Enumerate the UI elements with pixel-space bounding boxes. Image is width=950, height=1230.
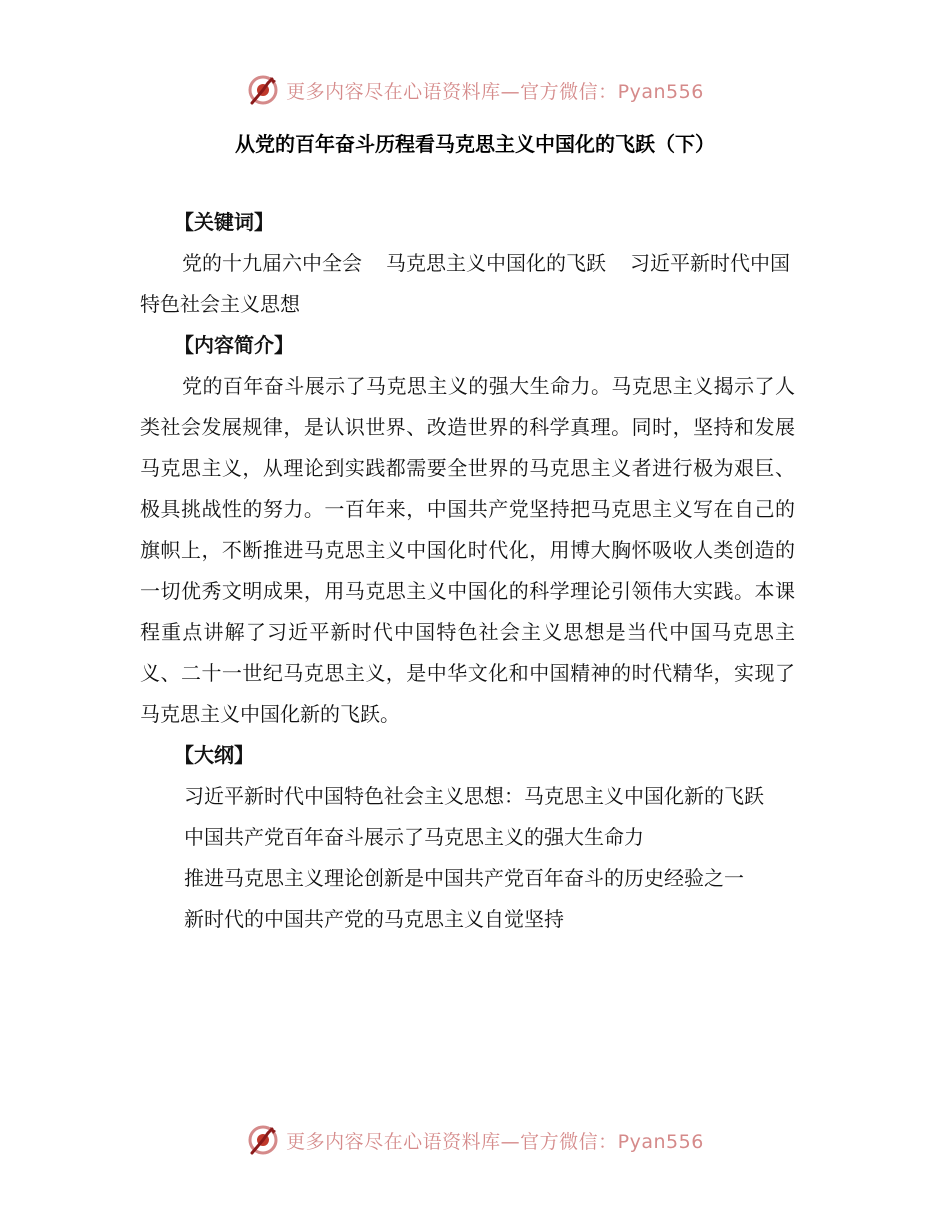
- summary-paragraph: 党的百年奋斗展示了马克思主义的强大生命力。马克思主义揭示了人类社会发展规律，是认识世界、改造世界的科学真理。同时，坚持和发展马克思主义，从理论到实践都需要全世界的马克思主义者进行极为艰巨、极具挑战性的努力。一百年来，中国共产党坚持把马克思主义写在自己的旗帜上，不断推进马克思主义中国化时代化，用博大胸怀吸收人类创造的一切优秀文明成果，用马克思主义中国化的科学理论引领伟大实践。本课程重点讲解了习近平新时代中国特色社会主义思想是当代中国马克思主义、二十一世纪马克思主义，是中华文化和中国精神的时代精华，实现了马克思主义中国化新的飞跃。: [140, 374, 795, 726]
- keywords-heading: 【关键词】: [174, 210, 274, 234]
- document-body: [140, 202, 795, 940]
- document-title: 从党的百年奋斗历程看马克思主义中国化的飞跃（下）: [235, 132, 715, 156]
- watermark-text: 更多内容尽在心语资料库—官方微信：Pyan556: [286, 1130, 704, 1153]
- outline-item: 习近平新时代中国特色社会主义思想：马克思主义中国化新的飞跃: [184, 784, 764, 808]
- outline-heading: 【大纲】: [174, 743, 254, 767]
- pen-nib-circle-icon: [246, 73, 280, 107]
- keyword: 马克思主义中国化的飞跃: [386, 251, 606, 275]
- outline-item: 新时代的中国共产党的马克思主义自觉坚持: [184, 907, 564, 931]
- outline-item: 推进马克思主义理论创新是中国共产党百年奋斗的历史经验之一: [184, 866, 744, 890]
- header-watermark: [0, 70, 950, 110]
- summary-heading: 【内容简介】: [174, 333, 294, 357]
- keywords-line: [140, 243, 795, 325]
- outline-item: 中国共产党百年奋斗展示了马克思主义的强大生命力: [184, 825, 644, 849]
- pen-nib-circle-icon: [246, 1123, 280, 1157]
- keyword: 习近平新时代中国特色社会主义思想: [140, 251, 790, 316]
- footer-watermark: [0, 1120, 950, 1160]
- watermark-text: 更多内容尽在心语资料库—官方微信：Pyan556: [286, 80, 704, 103]
- keyword: 党的十九届六中全会: [182, 251, 362, 275]
